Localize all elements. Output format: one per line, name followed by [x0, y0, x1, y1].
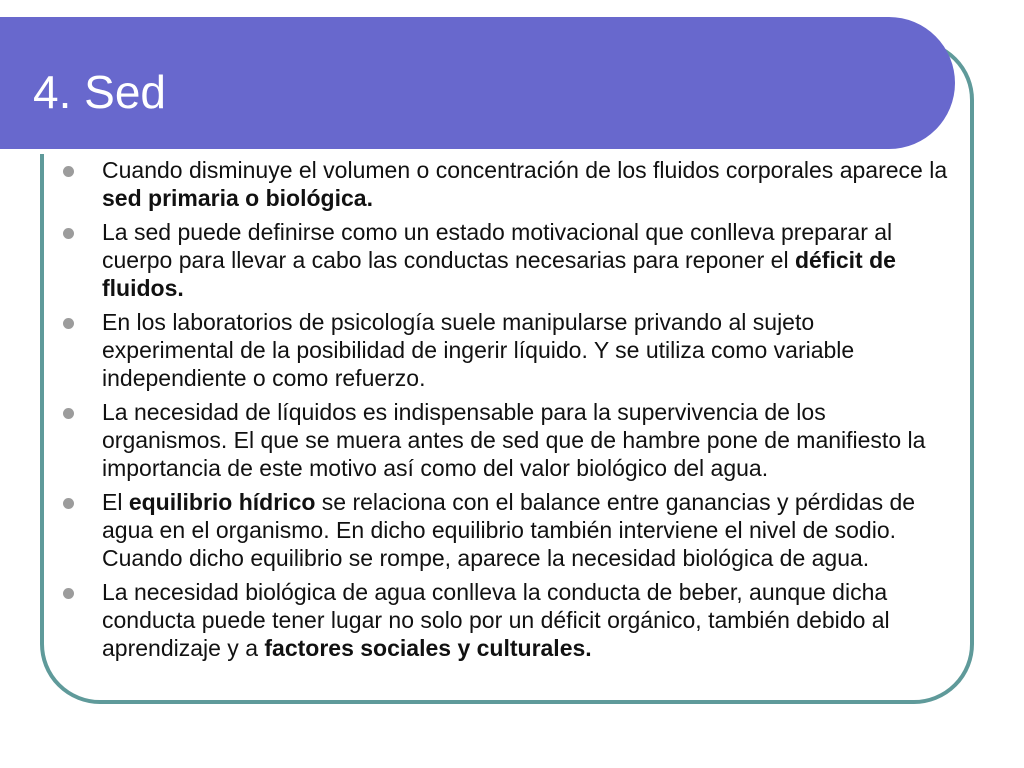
bullet-text: se relaciona con el balance entre ganancias y pérdidas de agua en el organismo. En dicho equilibrio también interviene el nivel de sodio. Cuando dicho equilibrio se rompe, aparece la necesidad biológica de agua. [102, 489, 916, 571]
bullet-text: La necesidad biológica de agua conlleva la conducta de beber, aunque dicha conducta puede tener lugar no solo por un déficit orgánico, también debido al aprendizaje y a [102, 579, 890, 661]
bullet-item [62, 156, 952, 212]
bullet-dot-icon [63, 408, 74, 419]
title-bar [0, 17, 955, 149]
bullet-bold-text: factores sociales y culturales. [264, 635, 592, 661]
bullet-text: El [102, 489, 129, 515]
bullet-dot-icon [63, 228, 74, 239]
bullet-item [62, 308, 952, 392]
bullet-bold-text: equilibrio hídrico [128, 489, 316, 515]
bullet-bold-text: déficit de fluidos. [102, 247, 896, 301]
bullet-dot-icon [63, 588, 74, 599]
bullet-bold-text: sed primaria o biológica. [102, 185, 373, 211]
bullet-item [62, 218, 952, 302]
bullet-text: La necesidad de líquidos es indispensable para la supervivencia de los organismos. El que se muera antes de sed que de hambre pone de manifiesto la importancia de este motivo así como del valor biológico del agua. [102, 399, 926, 481]
bullet-dot-icon [63, 166, 74, 177]
bullet-list [62, 156, 952, 668]
bullet-text: La sed puede definirse como un estado motivacional que conlleva preparar al cuerpo para llevar a cabo las conductas necesarias para reponer el [102, 219, 893, 273]
bullet-dot-icon [63, 318, 74, 329]
bullet-text: En los laboratorios de psicología suele manipularse privando al sujeto experimental de la posibilidad de ingerir líquido. Y se utiliza como variable independiente o como refuerzo. [102, 309, 855, 391]
bullet-text: Cuando disminuye el volumen o concentración de los fluidos corporales aparece la [102, 157, 948, 183]
bullet-dot-icon [63, 498, 74, 509]
title-underline [0, 149, 905, 154]
bullet-item [62, 488, 952, 572]
bullet-item [62, 578, 952, 662]
slide-title: 4. Sed [33, 66, 166, 118]
bullet-item [62, 398, 952, 482]
